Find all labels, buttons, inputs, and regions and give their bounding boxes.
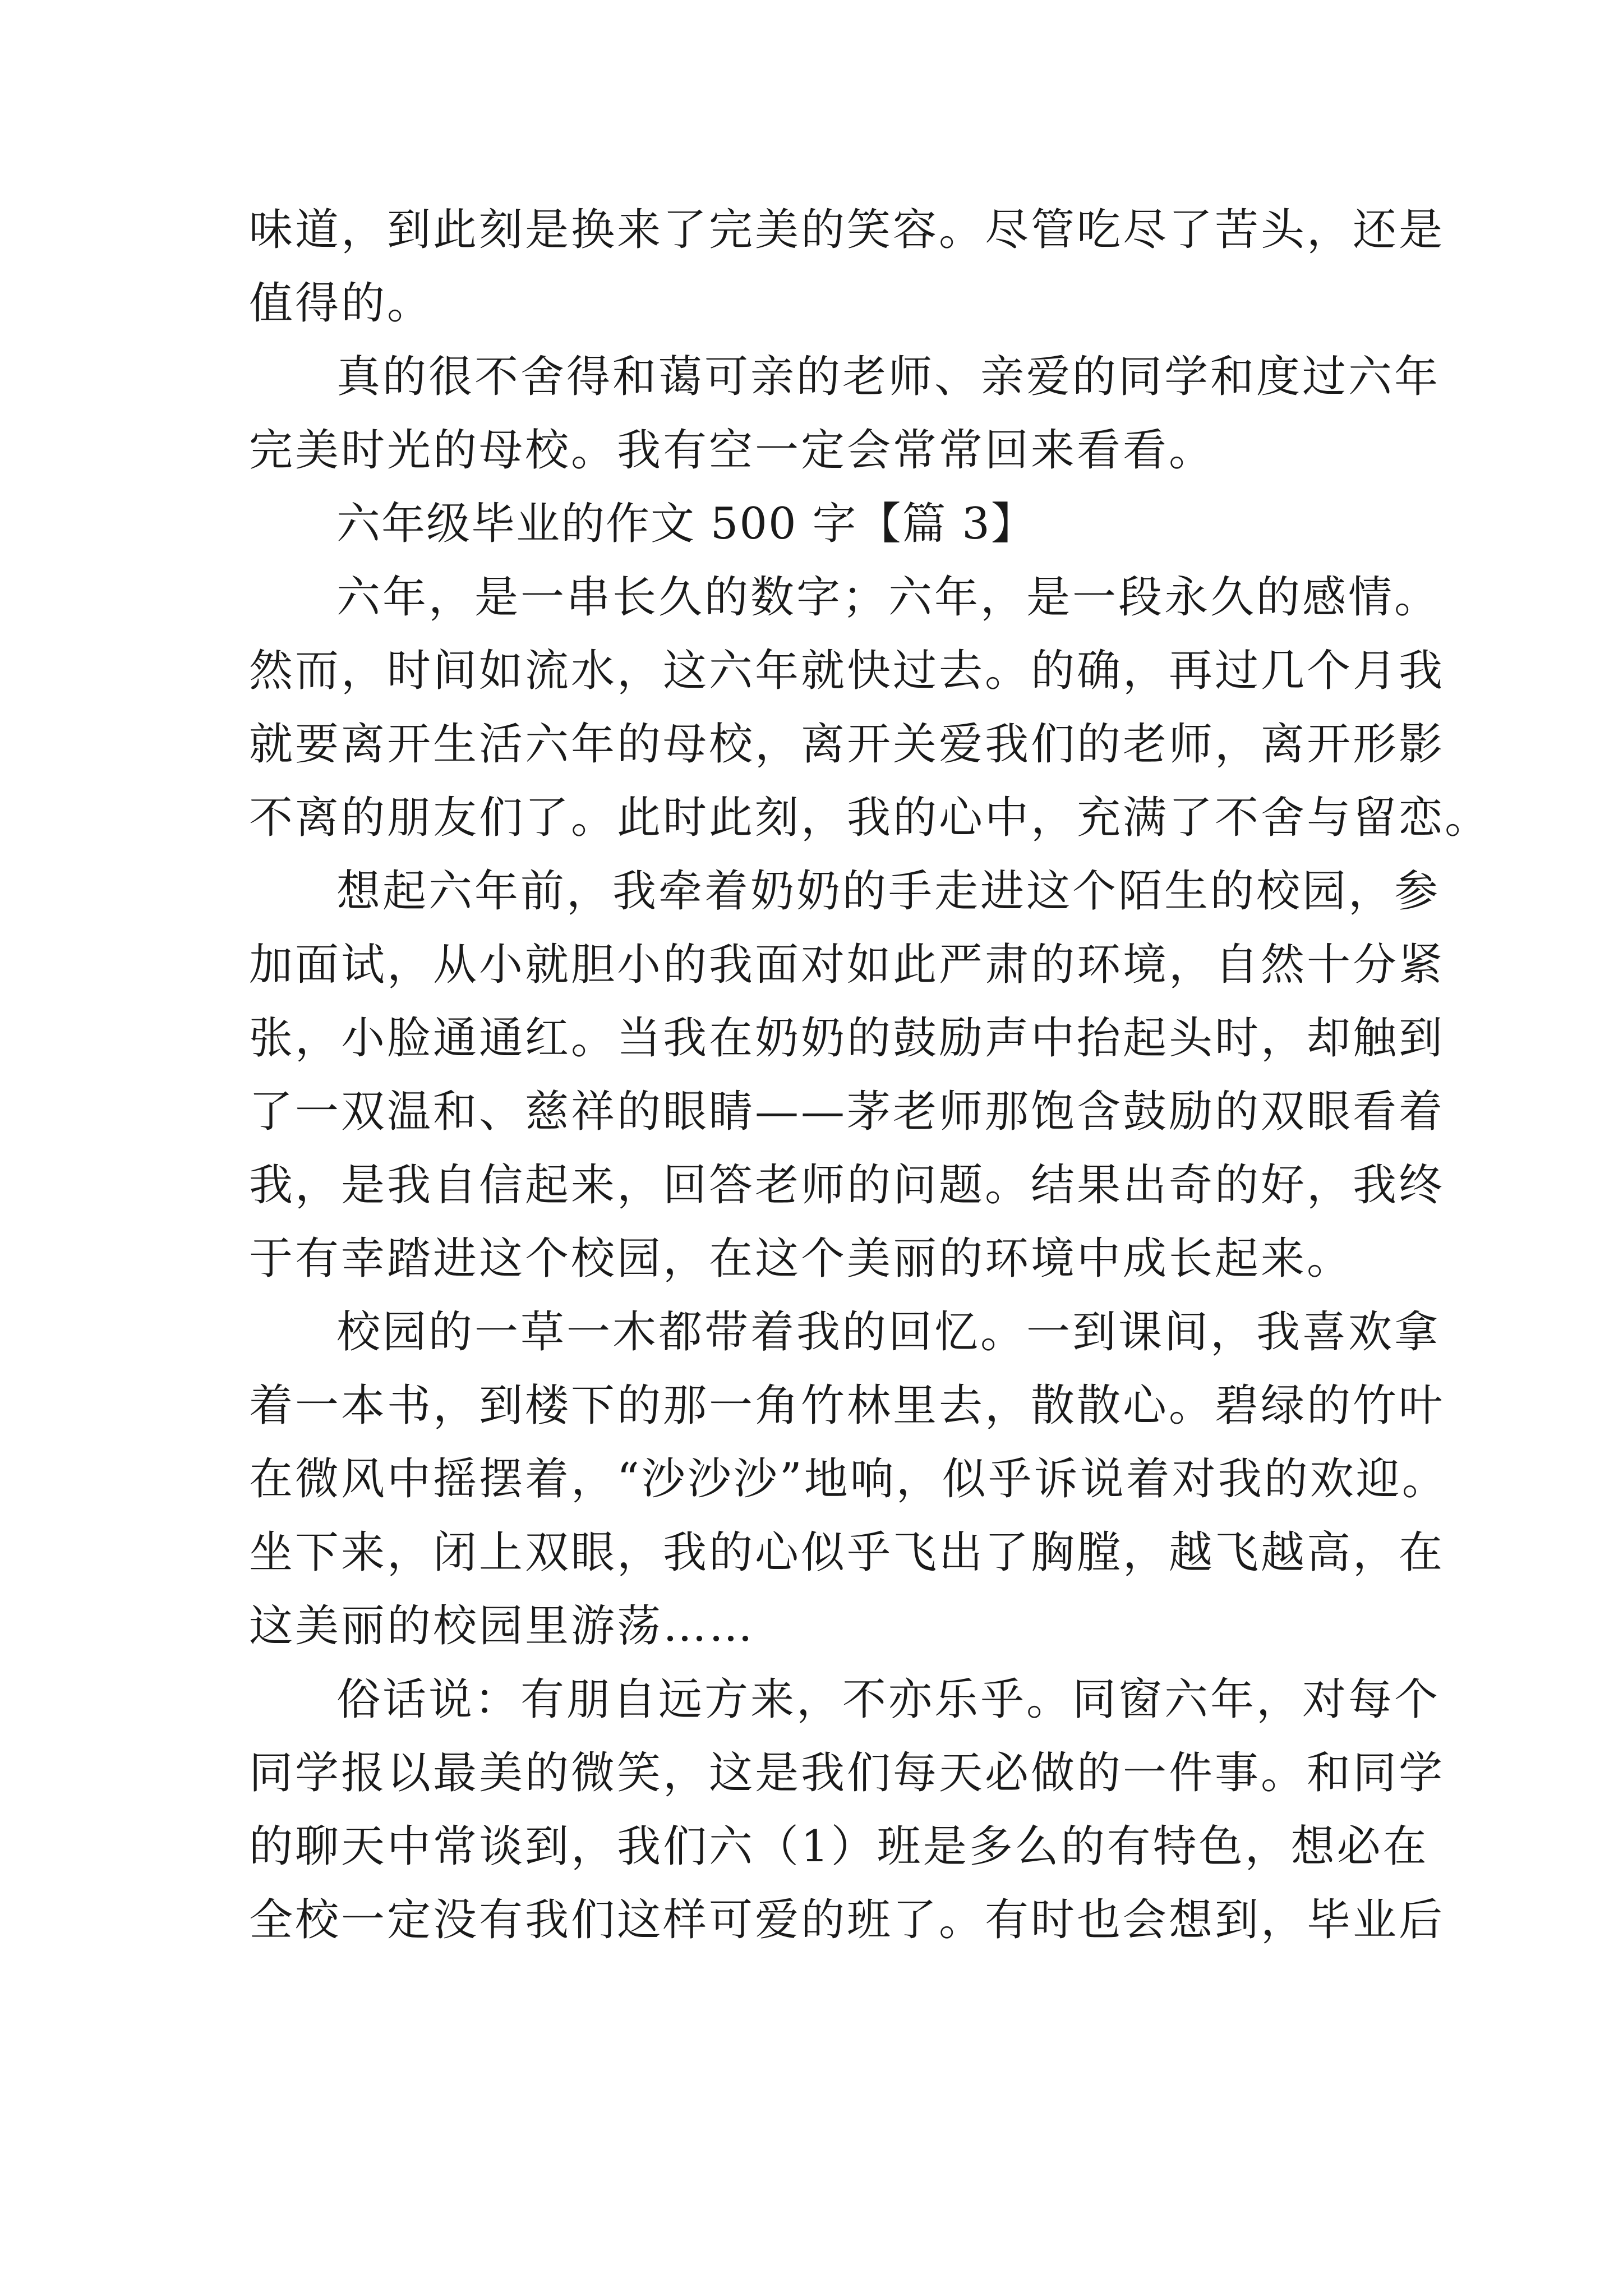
paragraph-first-line: 校园的一草一木都带着我的回忆。一到课间，我喜欢拿 xyxy=(336,1307,1441,1358)
text-line: 坐下来，闭上双眼，我的心似乎飞出了胸膛，越飞越高，在 xyxy=(249,1527,1445,1578)
text-line: 在微风中摇摆着，“沙沙沙”地响，似乎诉说着对我的欢迎。 xyxy=(249,1454,1448,1504)
text-line: 张，小脸通通红。当我在奶奶的鼓励声中抬起头时，却触到 xyxy=(249,1013,1445,1064)
paragraph-first-line: 俗话说：有朋自远方来，不亦乐乎。同窗六年，对每个 xyxy=(336,1674,1441,1725)
section-heading: 六年级毕业的作文 500 字【篇 3】 xyxy=(336,499,1036,549)
text-line: 完美时光的母校。我有空一定会常常回来看看。 xyxy=(249,425,1215,476)
text-line: 我，是我自信起来，回答老师的问题。结果出奇的好，我终 xyxy=(249,1160,1445,1211)
text-line: 值得的。 xyxy=(249,278,434,329)
text-line: 着一本书，到楼下的那一角竹林里去，散散心。碧绿的竹叶 xyxy=(249,1381,1445,1431)
text-line: 就要离开生活六年的母校，离开关爱我们的老师，离开形影 xyxy=(249,719,1445,770)
text-line: 这美丽的校园里游荡…… xyxy=(249,1601,755,1651)
text-line: 的聊天中常谈到，我们六（1）班是多么的有特色，想必在 xyxy=(249,1821,1429,1872)
document-body xyxy=(249,194,1491,1957)
text-line: 全校一定没有我们这样可爱的班了。有时也会想到，毕业后 xyxy=(249,1895,1445,1945)
paragraph-first-line: 真的很不舍得和蔼可亲的老师、亲爱的同学和度过六年 xyxy=(336,352,1441,402)
text-line: 同学报以最美的微笑，这是我们每天必做的一件事。和同学 xyxy=(249,1748,1445,1798)
text-line: 加面试，从小就胆小的我面对如此严肃的环境，自然十分紧 xyxy=(249,940,1445,990)
paragraph-first-line: 想起六年前，我牵着奶奶的手走进这个陌生的校园，参 xyxy=(336,866,1441,917)
text-line: 味道，到此刻是换来了完美的笑容。尽管吃尽了苦头，还是 xyxy=(249,205,1445,255)
text-line: 然而，时间如流水，这六年就快过去。的确，再过几个月我 xyxy=(249,646,1445,696)
text-line: 于有幸踏进这个校园，在这个美丽的环境中成长起来。 xyxy=(249,1234,1353,1284)
text-line: 了一双温和、慈祥的眼睛——茅老师那饱含鼓励的双眼看着 xyxy=(249,1087,1445,1137)
text-line: 不离的朋友们了。此时此刻，我的心中，充满了不舍与留恋。 xyxy=(249,793,1491,843)
paragraph-first-line: 六年，是一串长久的数字；六年，是一段永久的感情。 xyxy=(336,572,1441,623)
